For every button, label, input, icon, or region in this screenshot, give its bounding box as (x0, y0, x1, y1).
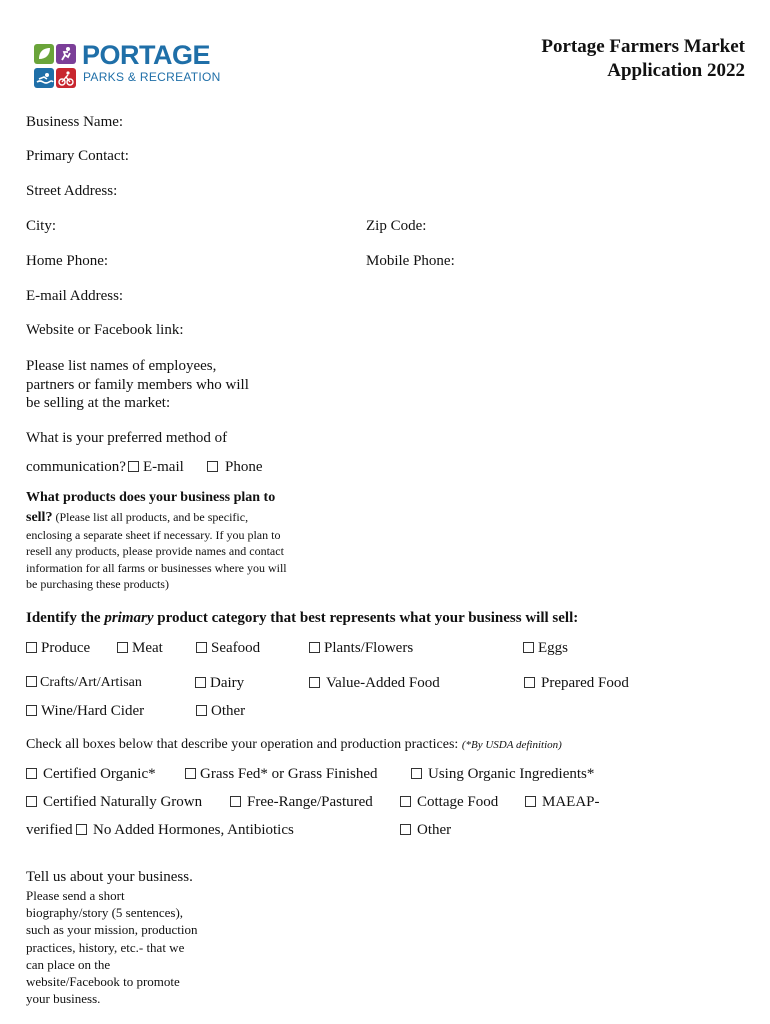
practice-free-range[interactable]: Free-Range/Pastured (230, 794, 373, 811)
checkbox[interactable] (26, 768, 37, 779)
title-line-1: Portage Farmers Market (541, 36, 745, 57)
practice-organic-ingredients[interactable]: Using Organic Ingredients* (411, 766, 594, 783)
title-line-2: Application 2022 (607, 60, 745, 81)
logo-tagline: PARKS & RECREATION (83, 70, 221, 84)
checkbox[interactable] (117, 642, 128, 653)
business-name-label: Business Name: (26, 114, 124, 130)
zip-code-label: Zip Code: (366, 218, 427, 234)
logo-name: PORTAGE (82, 40, 211, 70)
swimmer-icon (34, 68, 54, 88)
street-address-label: Street Address: (26, 183, 118, 199)
category-value-added[interactable]: Value-Added Food (309, 675, 440, 692)
email-label: E-mail Address: (26, 288, 124, 304)
checkbox[interactable] (525, 796, 536, 807)
practices-heading: Check all boxes below that describe your operation and production practices: (*By USDA definition) (26, 737, 562, 752)
checkbox[interactable] (76, 824, 87, 835)
practice-grass-fed[interactable]: Grass Fed* or Grass Finished (185, 766, 378, 783)
practice-maeap[interactable]: MAEAP- (525, 794, 600, 811)
portage-logo (34, 40, 221, 92)
communication-row: communication? E-mail (26, 459, 184, 475)
about-heading: Tell us about your business. (26, 869, 193, 885)
checkbox[interactable] (411, 768, 422, 779)
practice-no-hormones[interactable]: No Added Hormones, Antibiotics (76, 822, 294, 839)
checkbox[interactable] (400, 824, 411, 835)
employees-label: Please list names of employees, partners or family members who will be selling at the market: (26, 358, 249, 411)
checkbox[interactable] (230, 796, 241, 807)
category-eggs[interactable]: Eggs (523, 640, 568, 657)
checkbox[interactable] (185, 768, 196, 779)
home-phone-label: Home Phone: (26, 253, 109, 269)
communication-question: What is your preferred method of (26, 430, 228, 446)
checkbox[interactable] (26, 796, 37, 807)
checkbox[interactable] (26, 642, 37, 653)
cyclist-icon (56, 68, 76, 88)
products-heading: What products does your business plan to (26, 490, 276, 505)
checkbox[interactable] (309, 642, 320, 653)
checkbox[interactable] (400, 796, 411, 807)
category-meat[interactable]: Meat (117, 640, 163, 657)
category-seafood[interactable]: Seafood (196, 640, 260, 657)
phone-checkbox[interactable] (207, 461, 218, 472)
mobile-phone-label: Mobile Phone: (366, 253, 455, 269)
checkbox[interactable] (26, 705, 37, 716)
checkbox[interactable] (195, 677, 206, 688)
city-label: City: (26, 218, 57, 234)
practice-certified-organic[interactable]: Certified Organic* (26, 766, 156, 783)
page-title (541, 35, 745, 83)
phone-option: Phone (207, 459, 263, 476)
category-other[interactable]: Other (196, 703, 245, 720)
email-checkbox[interactable] (128, 461, 139, 472)
primary-contact-label: Primary Contact: (26, 148, 129, 164)
category-prepared[interactable]: Prepared Food (524, 675, 629, 692)
practice-maeap-verified: verified (26, 822, 73, 838)
category-crafts[interactable]: Crafts/Art/Artisan (26, 675, 142, 691)
checkbox[interactable] (524, 677, 535, 688)
category-dairy[interactable]: Dairy (195, 675, 244, 692)
category-heading: Identify the primary product category that best represents what your business will sell: (26, 610, 579, 626)
products-note: sell? (Please list all products, and be specific, enclosing a separate sheet if necessary. If you plan to resell any products, please provide names and contact information for all farms or businesses where you will be purchasing these products) (26, 510, 287, 591)
runner-icon (56, 44, 76, 64)
website-label: Website or Facebook link: (26, 322, 184, 338)
category-plants-flowers[interactable]: Plants/Flowers (309, 640, 413, 657)
checkbox[interactable] (26, 676, 37, 687)
practice-cottage-food[interactable]: Cottage Food (400, 794, 498, 811)
category-produce[interactable]: Produce (26, 640, 90, 657)
practice-other[interactable]: Other (400, 822, 451, 839)
checkbox[interactable] (196, 642, 207, 653)
category-wine[interactable]: Wine/Hard Cider (26, 703, 144, 720)
leaf-icon (34, 44, 54, 64)
checkbox[interactable] (309, 677, 320, 688)
checkbox[interactable] (523, 642, 534, 653)
checkbox[interactable] (196, 705, 207, 716)
practice-naturally-grown[interactable]: Certified Naturally Grown (26, 794, 202, 811)
about-instructions: Please send a short biography/story (5 sentences), such as your mission, production practices, history, etc.- that we can place on the website/Facebook to promote your business. (26, 888, 198, 1007)
